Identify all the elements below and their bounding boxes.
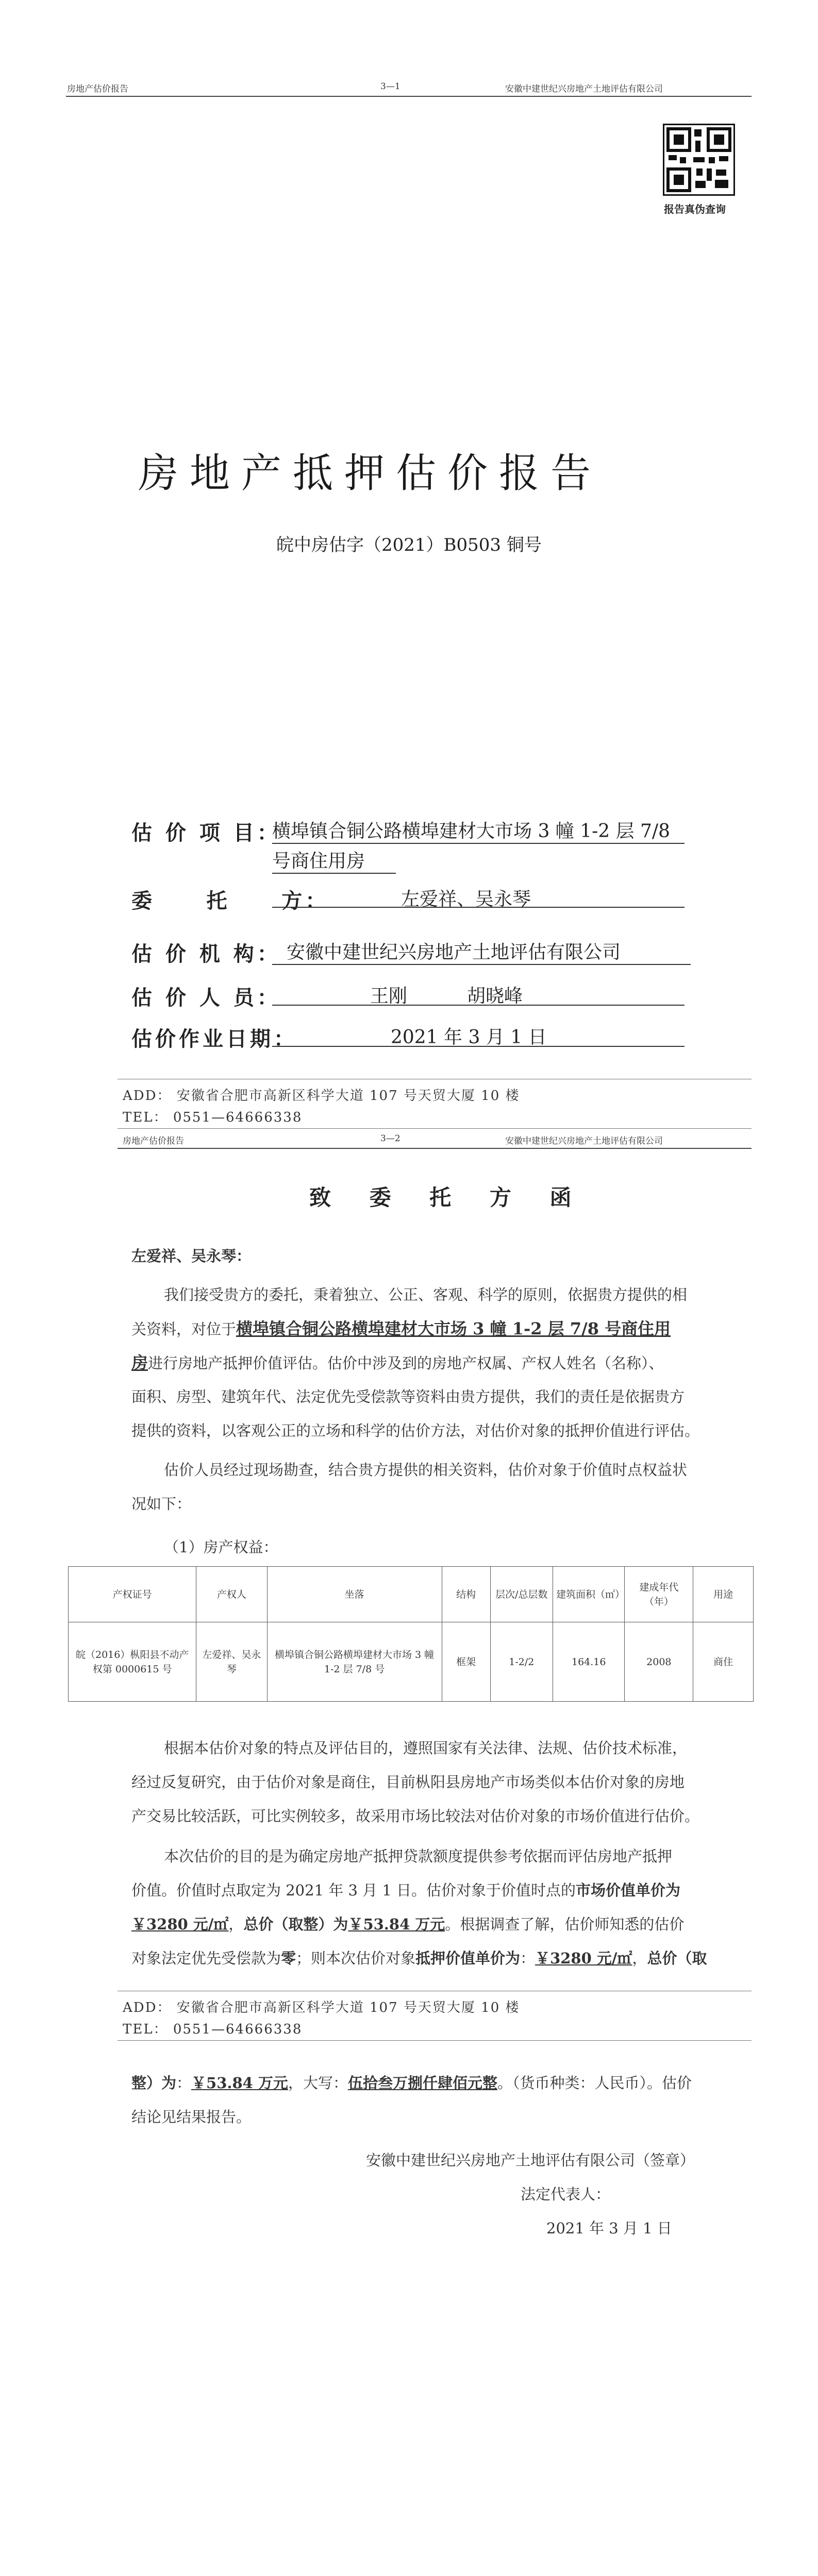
letter-p1-line3: 房进行房地产抵押价值评估。估价中涉及到的房地产权属、产权人姓名（名称）、 xyxy=(131,1353,664,1372)
table-row xyxy=(69,1622,754,1702)
table-cell: 商住 xyxy=(693,1622,754,1702)
col-header: 坐落 xyxy=(267,1567,442,1622)
page-number: 3—1 xyxy=(380,81,400,92)
table-cell: 164.16 xyxy=(553,1622,625,1702)
footer-rule-bottom xyxy=(118,2040,752,2041)
qr-code-icon[interactable] xyxy=(663,124,735,196)
letter-p1-line5: 提供的资料，以客观公正的立场和科学的估价方法，对估价对象的抵押价值进行评估。 xyxy=(131,1422,700,1439)
letter-p3-line1: 根据本估价对象的特点及评估目的，遵照国家有关法律、法规、估价技术标准， xyxy=(164,1739,688,1757)
field-value-project-line2: 号商住用房 xyxy=(272,846,396,874)
field-value-appraiser-2: 胡晓峰 xyxy=(467,986,523,1007)
letter-p1-line1: 我们接受贵方的委托，秉着独立、公正、客观、科学的原则，依据贵方提供的相 xyxy=(164,1286,688,1303)
field-value-appraiser-1: 王刚 xyxy=(370,986,408,1007)
col-header: 用途 xyxy=(693,1567,754,1622)
col-header: 结构 xyxy=(442,1567,490,1622)
col-header: 产权证号 xyxy=(69,1567,196,1622)
page-header-left: 房地产估价报告 xyxy=(67,84,128,94)
footer-tel: TEL： 0551—64666338 xyxy=(123,2022,303,2037)
letter-p5-line2: 结论见结果报告。 xyxy=(131,2108,252,2126)
report-number: 皖中房估字（2021）B0503 铜号 xyxy=(276,535,542,555)
letter-p4-line4: 对象法定优先受偿款为零；则本次估价对象抵押价值单价为：￥3280 元/㎡，总价（取 xyxy=(131,1950,707,1967)
footer-tel: TEL： 0551—64666338 xyxy=(123,1110,303,1125)
field-label-client: 委 托 方： xyxy=(131,889,329,913)
letter-p3-line2: 经过反复研究，由于估价对象是商住，目前枞阳县房地产市场类似本估价对象的房地 xyxy=(131,1773,685,1791)
letter-p1-line2: 关资料，对位于横埠镇合铜公路横埠建材大市场 3 幢 1-2 层 7/8 号商住用 xyxy=(131,1319,671,1338)
letter-p4-line2: 价值。价值时点取定为 2021 年 3 月 1 日。估价对象于价值时点的市场价值单价为 xyxy=(131,1882,681,1899)
field-value-client: 左爱祥、吴永琴 xyxy=(401,889,531,910)
signature-representative: 法定代表人： xyxy=(521,2185,611,2203)
col-header: 建筑面积（㎡） xyxy=(553,1567,625,1622)
page-header-left: 房地产估价报告 xyxy=(123,1136,184,1146)
table-cell: 2008 xyxy=(625,1622,693,1702)
field-value-date: 2021 年 3 月 1 日 xyxy=(391,1027,547,1048)
col-header: 层次/总层数 xyxy=(490,1567,553,1622)
table-header-row xyxy=(69,1567,754,1622)
table-cell: 左爱祥、吴永琴 xyxy=(196,1622,267,1702)
field-value-project-line1: 横埠镇合铜公路横埠建材大市场 3 幢 1-2 层 7/8 xyxy=(272,817,685,844)
page-header-right: 安徽中建世纪兴房地产土地评估有限公司 xyxy=(505,1136,663,1146)
header-rule xyxy=(118,1148,752,1149)
letter-p3-line3: 产交易比较活跃，可比实例较多，故采用市场比较法对估价对象的市场价值进行估价。 xyxy=(131,1807,700,1825)
field-value-agency: 安徽中建世纪兴房地产土地评估有限公司 xyxy=(272,938,691,965)
footer-rule-bottom xyxy=(118,1128,752,1129)
signature-date: 2021 年 3 月 1 日 xyxy=(546,2219,672,2237)
letter-salutation: 左爱祥、吴永琴： xyxy=(131,1247,252,1265)
page-number: 3—2 xyxy=(380,1133,400,1144)
letter-p4-line3: ￥3280 元/㎡，总价（取整）为￥53.84 万元。根据调查了解，估价师知悉的估价 xyxy=(131,1916,685,1933)
col-header: 产权人 xyxy=(196,1567,267,1622)
footer-address: ADD： 安徽省合肥市高新区科学大道 107 号天贸大厦 10 楼 xyxy=(123,1088,520,1104)
page-header-right: 安徽中建世纪兴房地产土地评估有限公司 xyxy=(505,84,663,94)
col-header: 建成年代（年） xyxy=(625,1567,693,1622)
signature-company: 安徽中建世纪兴房地产土地评估有限公司（签章） xyxy=(366,2151,695,2169)
letter-p5-line1: 整）为：￥53.84 万元，大写：伍拾叁万捌仟肆佰元整。（货币种类：人民币）。估价 xyxy=(131,2074,692,2092)
letter-p2-line1: 估价人员经过现场勘查，结合贵方提供的相关资料，估价对象于价值时点权益状 xyxy=(164,1461,688,1479)
field-label-project: 估 价 项 目： xyxy=(131,821,281,845)
report-title: 房地产抵押估价报告 xyxy=(138,450,603,497)
table-cell: 框架 xyxy=(442,1622,490,1702)
field-label-date: 估价作业日期： xyxy=(131,1027,297,1051)
letter-title: 致 委 托 方 函 xyxy=(309,1185,587,1210)
field-label-appraisers: 估 价 人 员： xyxy=(131,986,281,1010)
table-cell: 1-2/2 xyxy=(490,1622,553,1702)
qr-caption: 报告真伪查询 xyxy=(664,203,726,215)
table-cell: 皖（2016）枞阳县不动产权第 0000615 号 xyxy=(69,1622,196,1702)
letter-p4-line1: 本次估价的目的是为确定房地产抵押贷款额度提供参考依据而评估房地产抵押 xyxy=(164,1848,673,1865)
letter-p2-line2: 况如下： xyxy=(131,1495,192,1513)
field-label-agency: 估 价 机 构： xyxy=(131,942,281,966)
footer-address: ADD： 安徽省合肥市高新区科学大道 107 号天贸大厦 10 楼 xyxy=(123,2000,520,2015)
property-table xyxy=(68,1566,754,1702)
header-rule xyxy=(66,96,752,97)
property-rights-label: （1）房产权益： xyxy=(164,1538,278,1556)
table-cell: 横埠镇合铜公路横埠建材大市场 3 幢 1-2 层 7/8 号 xyxy=(267,1622,442,1702)
letter-p1-line4: 面积、房型、建筑年代、法定优先受偿款等资料由贵方提供，我们的责任是依据贵方 xyxy=(131,1388,685,1405)
